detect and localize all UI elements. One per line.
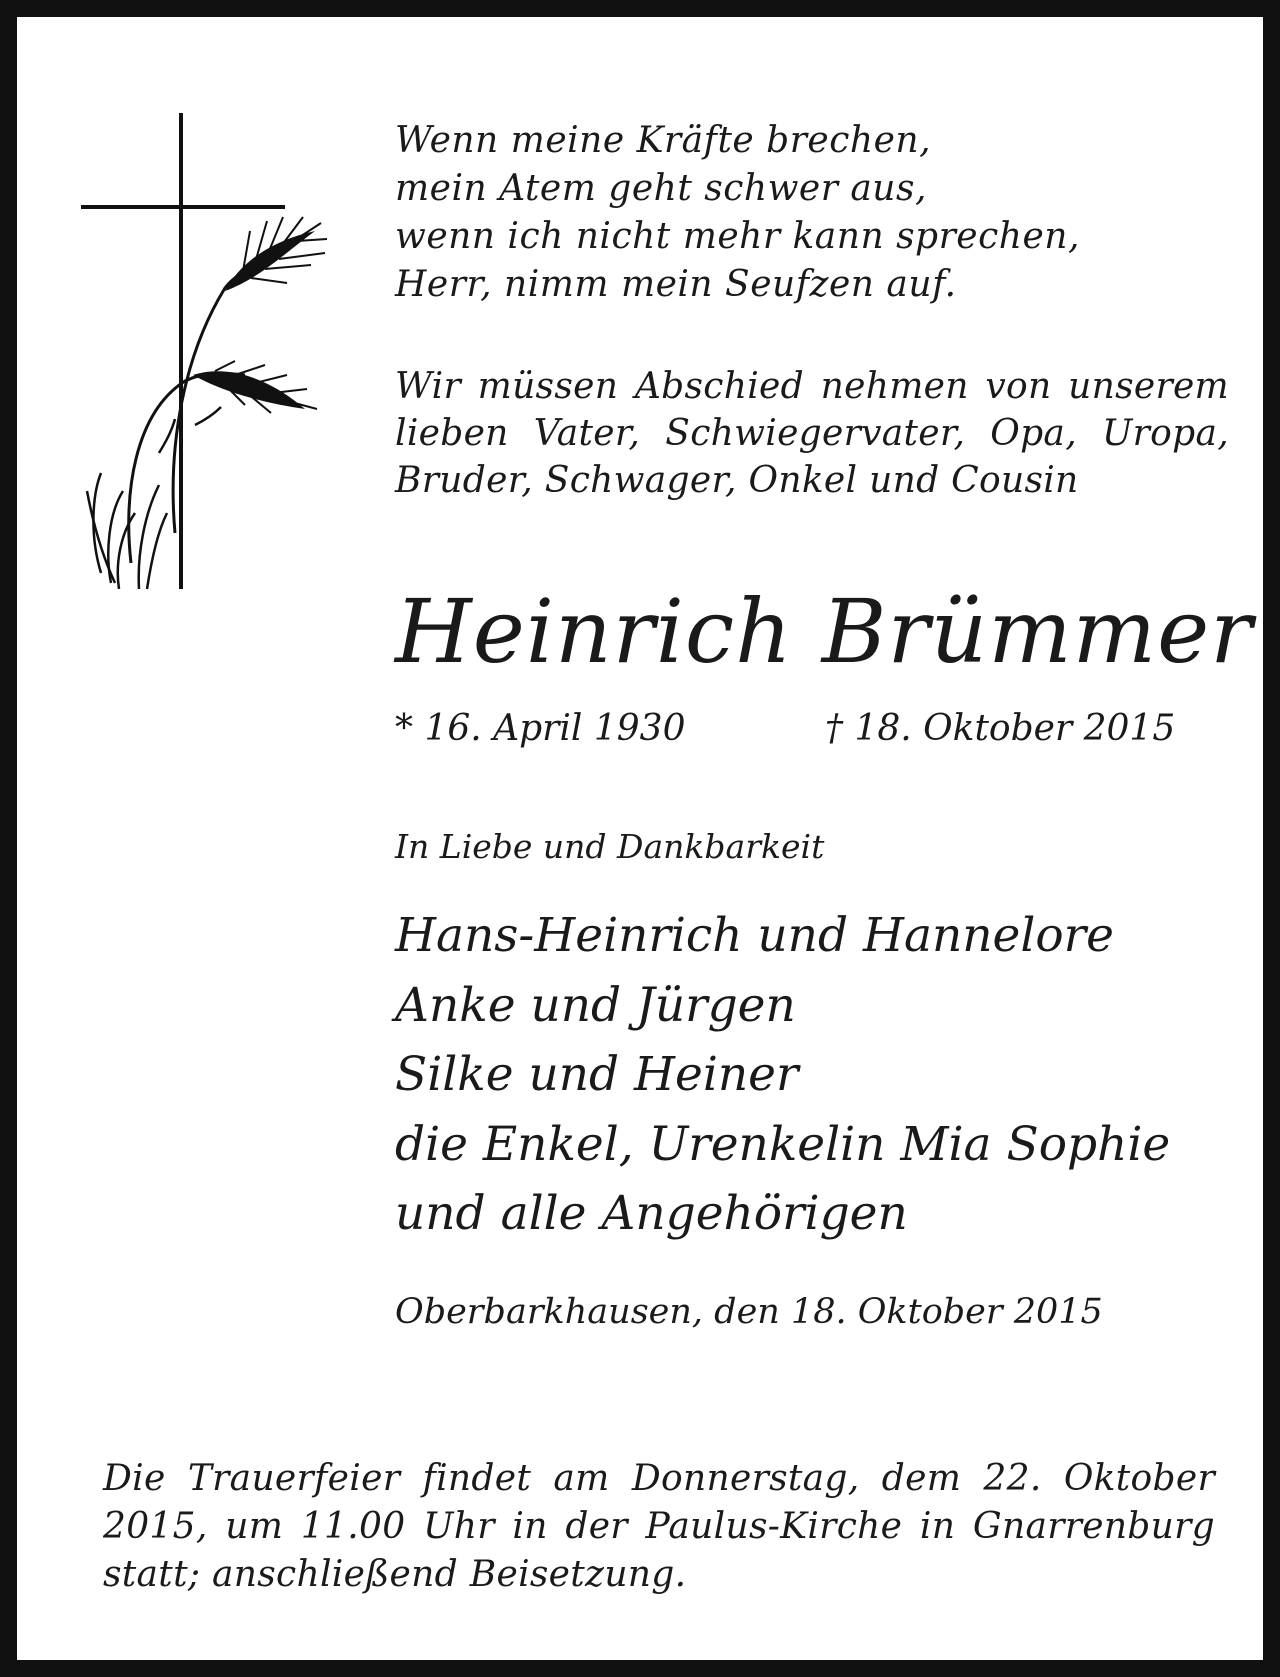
- verse-line: mein Atem geht schwer aus,: [395, 168, 927, 209]
- death-date: † 18. Oktober 2015: [825, 708, 1176, 749]
- mourners-intro: In Liebe und Dankbarkeit: [395, 827, 825, 866]
- verse-line: wenn ich nicht mehr kann sprechen,: [395, 216, 1080, 257]
- mourners-list: [395, 901, 1229, 1249]
- mourner-line: und alle Angehörigen: [395, 1186, 908, 1241]
- place-date: Oberbarkhausen, den 18. Oktober 2015: [395, 1292, 1103, 1332]
- verse-line: Herr, nimm mein Seufzen auf.: [395, 264, 957, 305]
- mourner-line: Silke und Heiner: [395, 1047, 799, 1102]
- verse-line: Wenn meine Kräfte brechen,: [395, 120, 932, 161]
- birth-date: * 16. April 1930: [395, 708, 686, 749]
- farewell-text: Wir müssen Abschied nehmen von unserem lieben Vater, Schwiegervater, Opa, Uropa, Bruder, Schwager, Onkel und Cousin: [395, 366, 1229, 501]
- mourner-line: die Enkel, Urenkelin Mia Sophie: [395, 1116, 1171, 1172]
- mourner-line: Anke und Jürgen: [395, 977, 796, 1033]
- cross-with-wheat-icon: [75, 113, 331, 593]
- deceased-name: Heinrich Brümmer: [395, 580, 1254, 683]
- mourner-line: Hans-Heinrich und Hannelore: [395, 908, 1114, 963]
- verse: [395, 117, 1229, 309]
- service-notice: Die Trauerfeier findet am Donnerstag, dem 22. Oktober 2015, um 11.00 Uhr in der Paulus-Kirche in Gnarrenburg statt; anschließend Beisetzung.: [103, 1458, 1215, 1595]
